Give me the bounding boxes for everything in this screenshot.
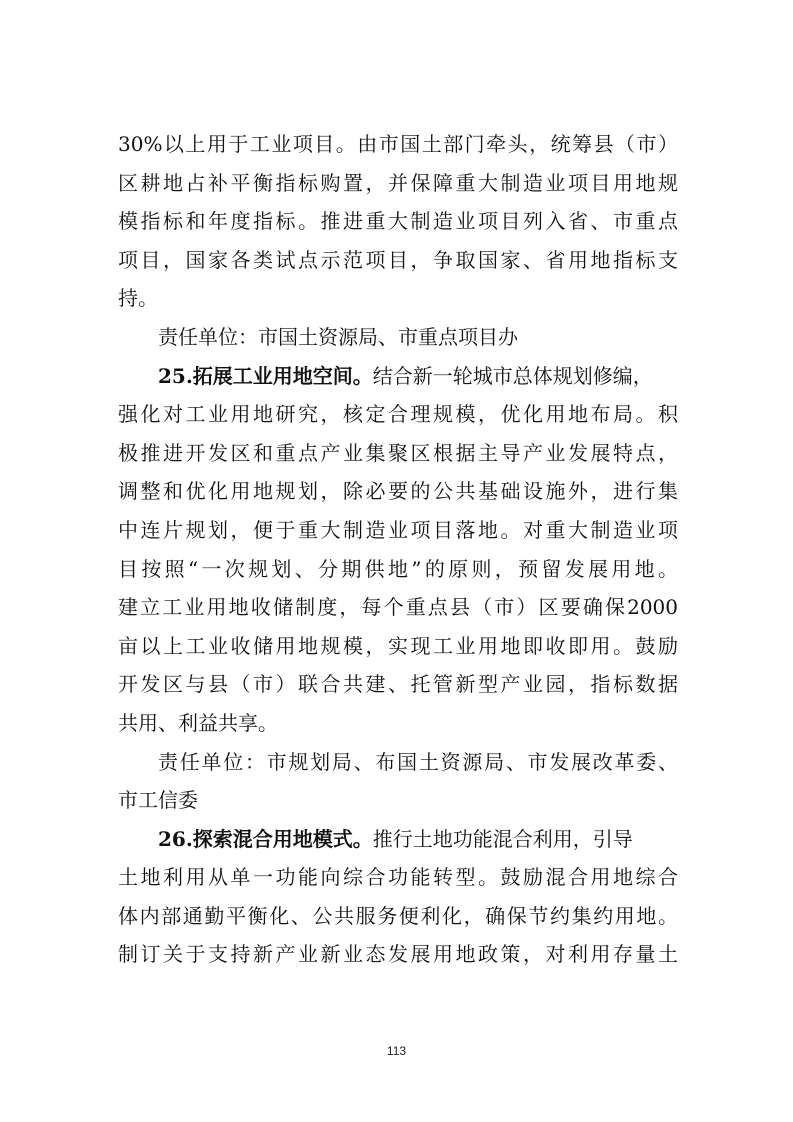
section-25-text: 结合新一轮城市总体规划修编，	[372, 363, 653, 388]
page-number: 113	[386, 1044, 407, 1058]
section-25-first-line	[118, 357, 678, 396]
text-line: 市工信委	[118, 788, 198, 813]
text-line: 亩以上工业收储用地规模，实现工业用地即收即用。鼓励	[118, 633, 678, 658]
text-line: 强化对工业用地研究，核定合理规模，优化用地布局。积	[118, 402, 678, 427]
text-line: 持。	[118, 286, 158, 311]
text-line: 区耕地占补平衡指标购置，并保障重大制造业项目用地规	[118, 170, 678, 195]
text-line: 开发区与县（市）联合共建、托管新型产业园，指标数据	[118, 672, 678, 697]
text-line: 目按照“一次规划、分期供地”的原则，预留发展用地。	[118, 556, 678, 581]
document-body	[118, 125, 678, 974]
responsible-units-1: 责任单位：市国土资源局、市重点项目办	[158, 324, 518, 349]
text-line: 30%以上用于工业项目。由市国土部门牵头，统筹县（市）	[118, 132, 678, 156]
responsible-units-2: 责任单位：市规划局、布国土资源局、市发展改革委、	[158, 749, 678, 774]
text-line: 制订关于支持新产业新业态发展用地政策，对利用存量土	[118, 942, 678, 967]
text-line: 建立工业用地收储制度，每个重点县（市）区要确保2000	[118, 595, 678, 620]
section-26-first-line	[118, 820, 678, 859]
text-line: 项目，国家各类试点示范项目，争取国家、省用地指标支	[118, 247, 678, 272]
section-26-text: 推行土地功能混合利用，引导	[372, 826, 633, 851]
text-line: 调整和优化用地规划，除必要的公共基础设施外，进行集	[118, 479, 678, 504]
section-heading-25: 25.拓展工业用地空间。	[158, 363, 373, 388]
text-line: 土地利用从单一功能向综合功能转型。鼓励混合用地综合	[118, 865, 678, 890]
text-line: 共用、利益共享。	[118, 710, 278, 735]
section-heading-26: 26.探索混合用地模式。	[158, 826, 373, 851]
text-line: 模指标和年度指标。推进重大制造业项目列入省、市重点	[118, 209, 678, 234]
text-line: 体内部通勤平衡化、公共服务便利化，确保节约集约用地。	[118, 903, 678, 928]
text-line: 中连片规划，便于重大制造业项目落地。对重大制造业项	[118, 517, 678, 542]
text-line: 极推进开发区和重点产业集聚区根据主导产业发展特点，	[118, 440, 678, 465]
